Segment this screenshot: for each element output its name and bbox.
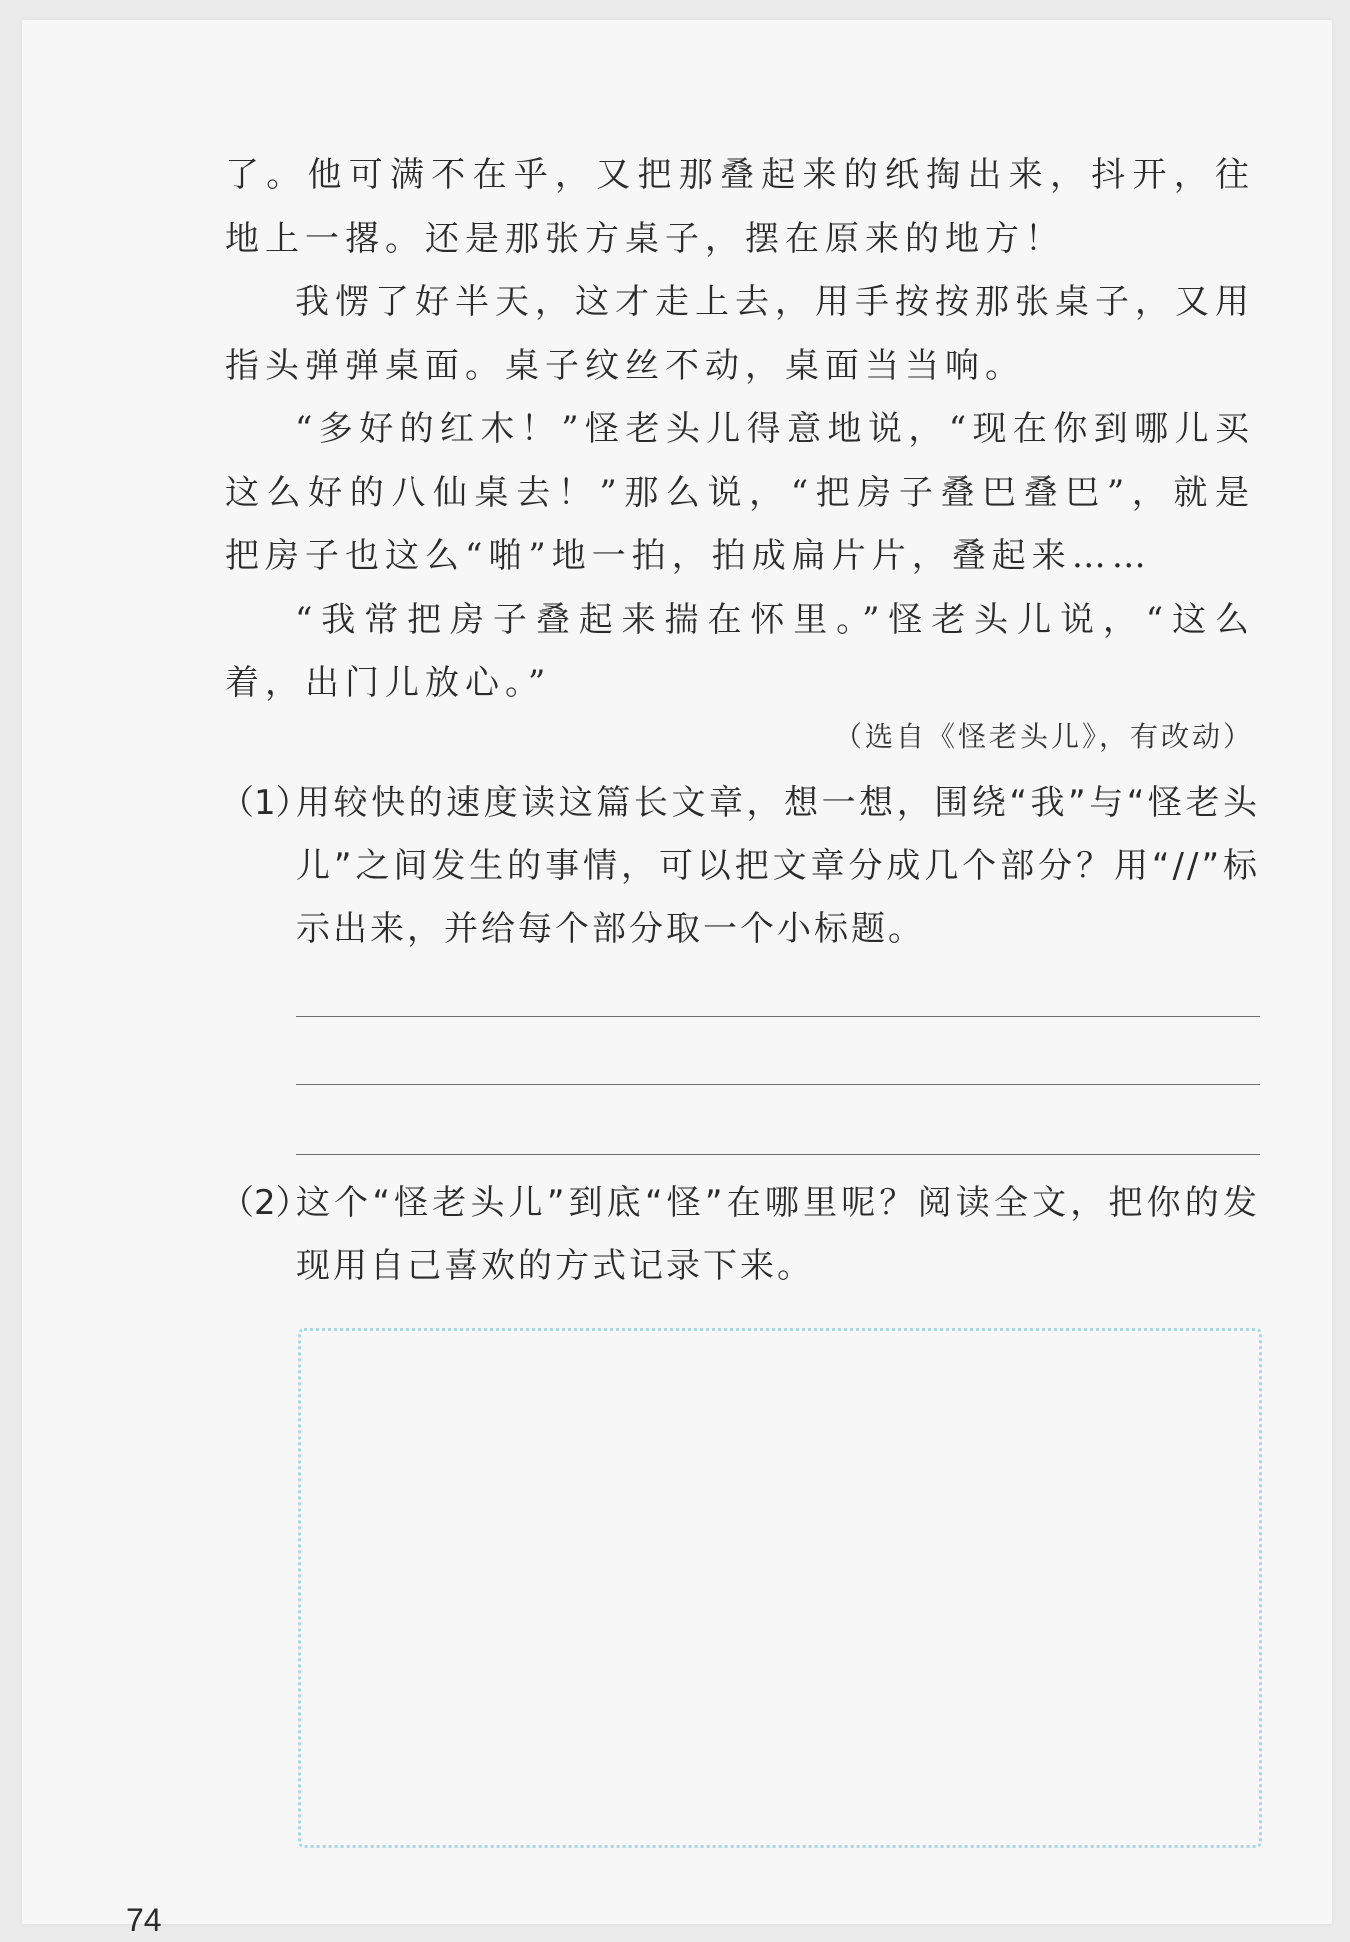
answer-line[interactable] bbox=[296, 1084, 1260, 1085]
answer-box[interactable] bbox=[298, 1328, 1262, 1848]
page-number: 74 bbox=[126, 1902, 162, 1938]
question-1 bbox=[220, 772, 1260, 961]
answer-line[interactable] bbox=[296, 1154, 1260, 1155]
question-2 bbox=[220, 1172, 1260, 1298]
passage-paragraph: 我愣了好半天，这才走上去，用手按按那张桌子，又用指头弹弹桌面。桌子纹丝不动，桌面当当响。 bbox=[225, 282, 1255, 386]
passage-paragraph: 了。他可满不在乎，又把那叠起来的纸掏出来，抖开，往地上一撂。还是那张方桌子，摆在原来的地方！ bbox=[225, 155, 1255, 259]
answer-line[interactable] bbox=[296, 1016, 1260, 1017]
passage-paragraph: “我常把房子叠起来揣在怀里。”怪老头儿说，“这么着，出门儿放心。” bbox=[225, 599, 1255, 703]
question-number: （1） bbox=[220, 783, 310, 823]
reading-passage bbox=[225, 144, 1255, 716]
question-number: （2） bbox=[220, 1183, 310, 1223]
question-text: 用较快的速度读这篇长文章，想一想，围绕“我”与“怪老头儿”之间发生的事情，可以把文章分成几个部分？用“//”标示出来，并给每个部分取一个小标题。 bbox=[296, 783, 1260, 949]
passage-paragraph: “多好的红木！”怪老头儿得意地说，“现在你到哪儿买这么好的八仙桌去！”那么说，“把房子叠巴叠巴”，就是把房子也这么“啪”地一拍，拍成扁片片，叠起来…… bbox=[225, 409, 1255, 576]
workbook-page bbox=[22, 20, 1332, 1938]
passage-source: （选自《怪老头儿》，有改动） bbox=[833, 720, 1254, 753]
question-text: 这个“怪老头儿”到底“怪”在哪里呢？阅读全文，把你的发现用自己喜欢的方式记录下来。 bbox=[296, 1183, 1260, 1286]
